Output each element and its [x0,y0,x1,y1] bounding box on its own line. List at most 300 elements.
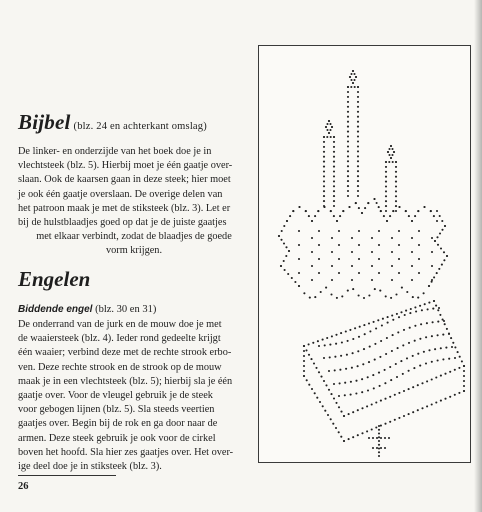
pattern-dot [280,239,282,241]
pattern-dot [323,156,325,158]
pattern-dot [378,425,380,427]
pattern-dot [371,265,373,267]
pattern-dot [402,373,404,375]
pattern-dot [391,265,393,267]
pattern-dot [398,392,400,394]
pattern-dot [357,195,359,197]
engelen-line: De onderrand van de jurk en de mouw doe je met [18,319,222,330]
pattern-dot [384,447,386,449]
pattern-dot [348,206,350,208]
pattern-dot [388,437,390,439]
pattern-dot [417,409,419,411]
pattern-dot [434,240,436,242]
pattern-dot [357,145,359,147]
pattern-dot [395,200,397,202]
pattern-dot [443,251,445,253]
pattern-dot [357,190,359,192]
pattern-dot [409,312,411,314]
pattern-dot [347,126,349,128]
pattern-dot [431,237,433,239]
bible-candles-dot-pattern-icon [259,46,470,462]
pattern-dot [437,334,439,336]
pattern-dot [396,313,398,315]
engelen-paragraph [18,318,250,474]
pattern-dot [338,431,340,433]
pattern-dot [412,355,414,357]
pattern-dot [384,398,386,400]
pattern-dot [347,140,349,142]
pattern-dot [384,423,386,425]
pattern-dot [454,394,456,396]
pattern-dot [366,430,368,432]
pattern-dot [350,381,352,383]
pattern-dot [378,258,380,260]
pattern-dot [358,272,360,274]
pattern-dot [359,326,361,328]
pattern-dot [355,392,357,394]
pattern-dot [329,123,331,125]
pattern-dot [351,265,353,267]
pattern-dot [388,161,390,163]
pattern-dot [358,258,360,260]
pattern-dot [323,170,325,172]
pattern-dot [418,230,420,232]
pattern-dot [351,251,353,253]
pattern-dot [292,210,294,212]
pattern-dot [323,180,325,182]
pattern-dot [417,353,419,355]
pattern-dot [347,290,349,292]
pattern-dot [323,151,325,153]
pattern-dot [375,327,377,329]
pattern-dot [373,198,375,200]
pattern-dot [324,410,326,412]
engelen-line: voor gebogen lijnen (blz. 5). Sla steeds veertien [18,404,215,416]
pattern-dot [355,202,357,204]
pattern-dot [331,251,333,253]
pattern-dot [348,413,350,415]
pattern-dot [347,96,349,98]
pattern-dot [446,255,448,257]
pattern-dot [442,334,444,336]
pattern-dot [378,447,380,449]
pattern-dot [414,306,416,308]
bijbel-title: Bijbel [18,110,71,134]
pattern-dot [374,359,376,361]
pattern-dot [289,215,291,217]
pattern-dot [463,390,465,392]
pattern-dot [433,215,435,217]
pattern-dot [286,220,288,222]
pattern-dot [404,314,406,316]
pattern-dot [400,360,402,362]
pattern-dot [333,215,335,217]
pattern-dot [320,291,322,293]
pattern-dot [333,141,335,143]
pattern-dot [417,384,419,386]
pattern-dot [352,70,354,72]
pattern-dot [350,73,352,75]
pattern-dot [368,322,370,324]
pattern-dot [454,357,456,359]
pattern-dot [408,370,410,372]
pattern-dot [396,376,398,378]
pattern-dot [419,305,421,307]
pattern-dot [335,343,337,345]
pattern-dot [316,397,318,399]
pattern-dot [414,215,416,217]
pattern-dot [338,395,340,397]
bijbel-line: De linker- en onderzijde van het boek doe je in [18,146,212,157]
pattern-dot [419,338,421,340]
pattern-dot [357,135,359,137]
pattern-dot [398,230,400,232]
pattern-dot [308,384,310,386]
pattern-dot [351,237,353,239]
pattern-dot [372,447,374,449]
pattern-dot [385,295,387,297]
pattern-dot [385,161,387,163]
pattern-dot [463,385,465,387]
pattern-dot [426,322,428,324]
pattern-dot [310,358,312,360]
engelen-line: maak je in een vlechtsteek (blz. 5); hierbij sla je één [18,375,233,387]
pattern-dot [364,207,366,209]
pattern-dot [357,175,359,177]
pattern-dot [383,215,385,217]
pattern-dot [333,161,335,163]
pattern-dot [424,303,426,305]
pattern-dot [318,272,320,274]
pattern-dot [459,356,461,358]
pattern-dot [379,356,381,358]
pattern-dot [417,297,419,299]
pattern-dot [285,255,287,257]
pattern-dot [401,287,403,289]
pattern-dot [436,210,438,212]
pattern-dot [387,151,389,153]
pattern-dot [347,111,349,113]
pattern-dot [411,237,413,239]
pattern-dot [373,321,375,323]
pattern-dot [283,225,285,227]
pattern-dot [414,325,416,327]
pattern-dot [389,215,391,217]
bijbel-line: vlechtsteek (blz. 5). Hierbij moet je één gaatje over- [18,160,233,172]
pattern-dot [298,244,300,246]
pattern-dot [412,386,414,388]
pattern-dot [338,244,340,246]
pattern-dot [434,348,436,350]
pattern-dot [446,328,448,330]
pattern-dot [367,376,369,378]
pattern-dot [385,185,387,187]
pattern-dot [330,418,332,420]
pattern-dot [281,230,283,232]
pattern-dot [340,436,342,438]
pattern-dot [384,382,386,384]
pattern-dot [463,365,465,367]
pattern-dot [333,136,335,138]
pattern-dot [378,451,380,453]
pattern-dot [385,181,387,183]
pattern-dot [323,380,325,382]
pattern-dot [400,311,402,313]
pattern-dot [328,132,330,134]
pattern-dot [335,402,337,404]
pattern-dot [412,411,414,413]
pattern-dot [408,215,410,217]
pattern-dot [379,290,381,292]
pattern-dot [314,392,316,394]
pattern-dot [343,440,345,442]
pattern-dot [454,369,456,371]
pattern-dot [372,374,374,376]
pattern-dot [398,316,400,318]
pattern-dot [395,210,397,212]
pattern-dot [435,305,437,307]
pattern-dot [338,406,340,408]
pattern-dot [415,310,417,312]
pattern-dot [380,340,382,342]
pattern-dot [305,210,307,212]
pattern-dot [363,348,365,350]
pattern-dot [323,141,325,143]
pattern-dot [463,375,465,377]
pattern-dot [342,210,344,212]
scan-shadow-edge [474,0,482,512]
pattern-dot [338,258,340,260]
pattern-dot [431,265,433,267]
pattern-dot [357,86,359,88]
pattern-dot [378,432,380,434]
pattern-dot [445,347,447,349]
pattern-dot [347,190,349,192]
pattern-dot [320,376,322,378]
pattern-dot [333,156,335,158]
pattern-dot [385,166,387,168]
pattern-dot [364,333,366,335]
pattern-dot [347,101,349,103]
bijbel-line: bij de hulstblaadjes goed op dat je de juiste gaatjes [18,217,227,229]
pattern-dot [323,357,325,359]
pattern-dot [421,309,423,311]
pattern-dot [433,300,435,302]
pattern-dot [358,294,360,296]
pattern-dot [363,297,365,299]
pattern-dot [339,215,341,217]
subheading-label: Biddende engel [18,304,93,315]
pattern-dot [385,171,387,173]
pattern-dot [340,332,342,334]
pattern-dot [380,447,382,449]
pattern-dot [454,346,456,348]
pattern-dot [347,185,349,187]
pattern-dot [333,180,335,182]
pattern-dot [357,91,359,93]
pattern-dot [449,371,451,373]
pattern-dot [305,349,307,351]
pattern-dot [436,272,438,274]
pattern-dot [328,389,330,391]
pattern-dot [390,297,392,299]
pattern-dot [336,297,338,299]
pattern-dot [395,185,397,187]
pattern-dot [395,171,397,173]
pattern-dot [352,82,354,84]
pattern-dot [288,250,290,252]
pattern-dot [405,210,407,212]
pattern-dot [358,336,360,338]
pattern-dot [357,365,359,367]
pattern-dot [439,314,441,316]
pattern-dot [385,176,387,178]
pattern-dot [322,339,324,341]
page-number: 26 [18,481,29,492]
pattern-dot [361,212,363,214]
pattern-dot [323,136,325,138]
pattern-dot [443,320,445,322]
pattern-dot [403,390,405,392]
bijbel-paragraph [18,145,250,259]
pattern-dot [357,180,359,182]
engelen-line: ven. Deze rechte strook en de strook op de mouw [18,361,222,373]
pattern-dot [350,394,352,396]
pattern-dot [353,79,355,81]
footer-rule [18,475,116,476]
pattern-dot [344,394,346,396]
pattern-dot [335,427,337,429]
pattern-dot [331,126,333,128]
pattern-dot [361,407,363,409]
pattern-dot [323,166,325,168]
pattern-dot [398,272,400,274]
pattern-dot [353,73,355,75]
pattern-dot [411,279,413,281]
pattern-dot [437,359,439,361]
pattern-dot [331,335,333,337]
pattern-dot [428,349,430,351]
pattern-dot [306,379,308,381]
subheading-reference: (blz. 30 en 31) [95,304,157,315]
pattern-dot [283,260,285,262]
pattern-dot [303,345,305,347]
pattern-dot [311,220,313,222]
subheading-biddende-engel [18,304,156,315]
pattern-dot [347,170,349,172]
pattern-dot [385,210,387,212]
pattern-dot [347,131,349,133]
pattern-dot [349,76,351,78]
pattern-dot [378,429,380,431]
pattern-dot [440,247,442,249]
pattern-dot [347,135,349,137]
pattern-dot [449,396,451,398]
pattern-dot [369,346,371,348]
pattern-dot [441,229,443,231]
pattern-dot [397,347,399,349]
pattern-dot [349,329,351,331]
pattern-dot [355,76,357,78]
pattern-dot [347,160,349,162]
pattern-dot [311,279,313,281]
pattern-dot [437,321,439,323]
pattern-dot [347,340,349,342]
pattern-dot [389,421,391,423]
pattern-dot [357,116,359,118]
pattern-dot [326,129,328,131]
pattern-dot [357,350,359,352]
pattern-dot [431,378,433,380]
pattern-dot [405,310,407,312]
pattern-dot [318,244,320,246]
pattern-dot [398,244,400,246]
pattern-dot [312,342,314,344]
pattern-dot [461,360,463,362]
pattern-dot [317,340,319,342]
pattern-dot [413,367,415,369]
pattern-dot [311,265,313,267]
pattern-dot [395,293,397,295]
pattern-dot [463,370,465,372]
pattern-dot [357,434,359,436]
pattern-dot [326,136,328,138]
pattern-dot [339,369,341,371]
pattern-dot [340,355,342,357]
pattern-dot [358,230,360,232]
pattern-dot [411,251,413,253]
pattern-dot [391,350,393,352]
pattern-dot [324,344,326,346]
pattern-dot [339,382,341,384]
pattern-dot [451,346,453,348]
pattern-dot [357,121,359,123]
pattern-dot [347,91,349,93]
pattern-dot [378,440,380,442]
pattern-dot [333,397,335,399]
pattern-dot [361,391,363,393]
pattern-dot [371,428,373,430]
pattern-dot [436,220,438,222]
pattern-dot [426,405,428,407]
pattern-dot [354,86,356,88]
pattern-dot [423,292,425,294]
bijbel-line: slaan. Ook de kaarsen gaan in deze steek; hier moet [18,174,231,186]
pattern-dot [378,272,380,274]
pattern-dot [395,190,397,192]
pattern-dot [317,210,319,212]
pattern-dot [347,106,349,108]
pattern-dot [338,230,340,232]
pattern-dot [420,323,422,325]
pattern-dot [333,383,335,385]
pattern-dot [392,161,394,163]
pattern-dot [363,324,365,326]
pattern-dot [376,447,378,449]
pattern-dot [394,419,396,421]
pattern-dot [438,268,440,270]
pattern-dot [403,329,405,331]
pattern-dot [375,426,377,428]
pattern-dot [448,358,450,360]
pattern-dot [380,437,382,439]
pattern-dot [437,309,439,311]
pattern-dot [441,220,443,222]
pattern-dot [323,185,325,187]
engelen-line: gaatjes over. Begin bij de rok en ga door naar de [18,418,218,430]
pattern-dot [390,145,392,147]
pattern-dot [457,351,459,353]
